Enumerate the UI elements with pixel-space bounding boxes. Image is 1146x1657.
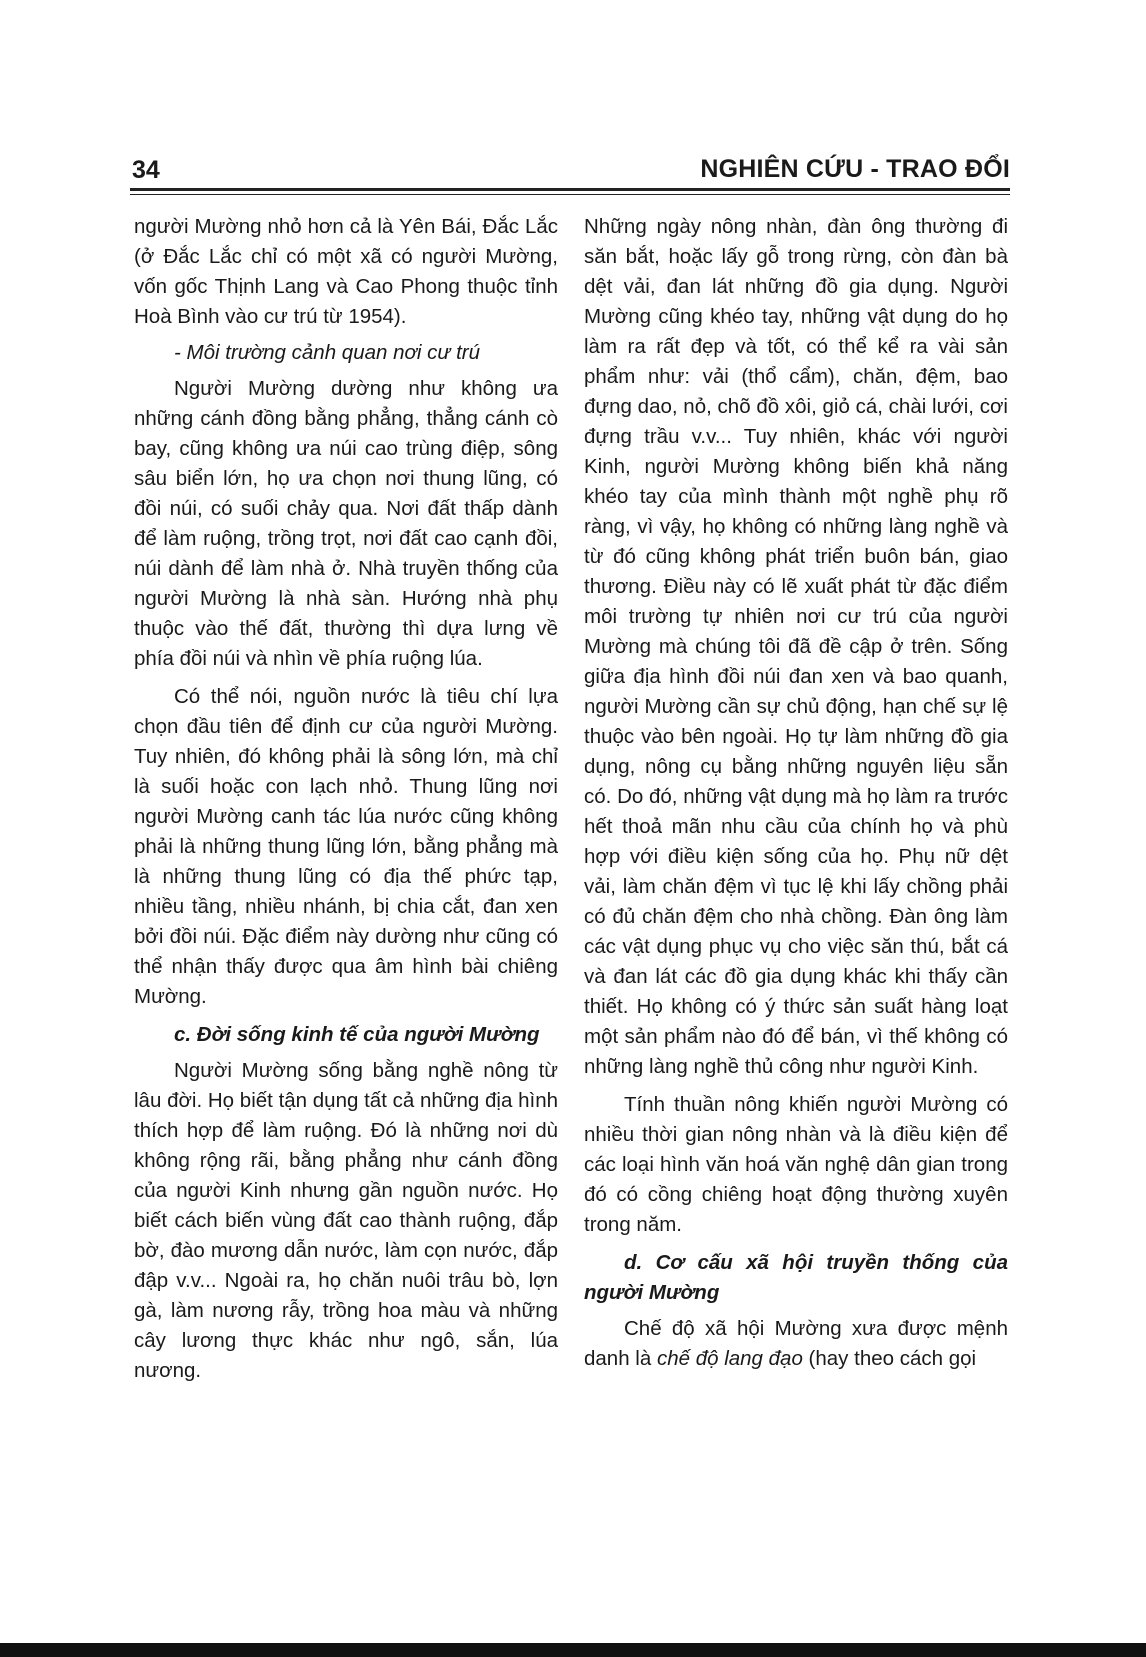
- paragraph: Những ngày nông nhàn, đàn ông thường đi săn bắt, hoặc lấy gỗ trong rừng, còn đàn bà dệt vải, đan lát những đồ gia dụng. Người Mường cũng khéo tay, những vật dụng do họ làm ra rất đẹp và tốt, có thể kể ra vài sản phẩm như: vải (thổ cẩm), chăn, đệm, bao đựng dao, nỏ, chõ đồ xôi, giỏ cá, chài lưới, cơi đựng trầu v.v... Tuy nhiên, khác với người Kinh, người Mường không biến khả năng khéo tay của mình thành một nghề phụ rõ ràng, vì vậy, họ không có những làng nghề và từ đó cũng không phát triển buôn bán, giao thương. Điều này có lẽ xuất phát từ đặc điểm môi trường tự nhiên nơi cư trú của người Mường mà chúng tôi đã đề cập ở trên. Sống giữa địa hình đồi núi đan xen và bao quanh, người Mường cần sự chủ động, hạn chế sự lệ thuộc vào bên ngoài. Họ tự làm những đồ gia dụng, nông cụ bằng những nguyên liệu sẵn có. Do đó, những vật dụng mà họ làm ra trước hết thoả mãn nhu cầu của chính họ và phù hợp với điều kiện sống của họ. Phụ nữ dệt vải, làm chăn đệm vì tục lệ khi lấy chồng phải có đủ chăn đệm cho nhà chồng. Đàn ông làm các vật dụng phục vụ cho việc săn thú, bắt cá và đan lát các đồ gia dụng khác khi thấy cần thiết. Họ không có ý thức sản suất hàng loạt một sản phẩm nào đó để bán, vì thế không có những làng nghề thủ công như người Kinh.: [584, 215, 1008, 1078]
- paragraph-text: (hay theo cách gọi: [802, 1347, 977, 1370]
- right-column: [584, 212, 1008, 1374]
- section-heading-c: c. Đời sống kinh tế của người Mường: [174, 1023, 540, 1046]
- paragraph: người Mường nhỏ hơn cả là Yên Bái, Đắc Lắc (ở Đắc Lắc chỉ có một xã có người Mường, vốn gốc Thịnh Lang và Cao Phong thuộc tỉnh Hoà Bình vào cư trú từ 1954).: [134, 215, 558, 328]
- paragraph: [584, 1314, 1008, 1374]
- scan-bottom-edge: [0, 1643, 1146, 1657]
- paragraph: Người Mường dường như không ưa những cánh đồng bằng phẳng, thẳng cánh cò bay, cũng không ưa núi cao trùng điệp, sông sâu biển lớn, họ ưa chọn nơi thung lũng, có đồi núi, có suối chảy qua. Nơi đất thấp dành để làm ruộng, trồng trọt, nơi đất cao cạnh đồi, núi dành để làm nhà ở. Nhà truyền thống của người Mường là nhà sàn. Hướng nhà phụ thuộc vào thế đất, thường thì dựa lưng về phía đồi núi và nhìn về phía ruộng lúa.: [134, 377, 558, 670]
- paragraph: Người Mường sống bằng nghề nông từ lâu đời. Họ biết tận dụng tất cả những địa hình thích hợp để làm ruộng. Đó là những nơi dù không rộng rãi, bằng phẳng như cánh đồng của người Kinh nhưng gần nguồn nước. Họ biết cách biến vùng đất cao thành ruộng, đắp bờ, đào mương dẫn nước, làm cọn nước, đắp đập v.v... Ngoài ra, họ chăn nuôi trâu bò, lợn gà, làm nương rẫy, trồng hoa màu và những cây lương thực khác như ngô, sắn, lúa nương.: [134, 1059, 558, 1382]
- paragraph: Có thể nói, nguồn nước là tiêu chí lựa chọn đầu tiên để định cư của người Mường. Tuy nhiên, đó không phải là sông lớn, mà chỉ là suối hoặc con lạch nhỏ. Thung lũng nơi người Mường canh tác lúa nước cũng không phải là những thung lũng lớn, bằng phẳng mà là những thung lũng có địa thế phức tạp, nhiều tầng, nhiều nhánh, bị chia cắt, đan xen bởi đồi núi. Đặc điểm này dường như cũng có thể nhận thấy được qua âm hình bài chiêng Mường.: [134, 685, 558, 1008]
- page-header: [130, 150, 1010, 186]
- section-subheading: - Môi trường cảnh quan nơi cư trú: [174, 341, 481, 364]
- running-title: NGHIÊN CỨU - TRAO ĐỔI: [700, 155, 1010, 183]
- left-column: [134, 212, 558, 1386]
- header-rule-thick: [130, 188, 1010, 191]
- header-rule-thin: [130, 194, 1010, 195]
- paragraph: Tính thuần nông khiến người Mường có nhiều thời gian nông nhàn và là điều kiện để các loại hình văn hoá văn nghệ dân gian trong đó có cồng chiêng hoạt động thường xuyên trong năm.: [584, 1093, 1008, 1236]
- italic-term: chế độ lang đạo: [656, 1347, 803, 1370]
- section-heading-d: d. Cơ cấu xã hội truyền thống của người Mường: [584, 1251, 1008, 1304]
- paragraph-text: Chế độ xã hội Mường xưa được mệnh danh là: [584, 1317, 1008, 1370]
- page-number: 34: [132, 156, 160, 184]
